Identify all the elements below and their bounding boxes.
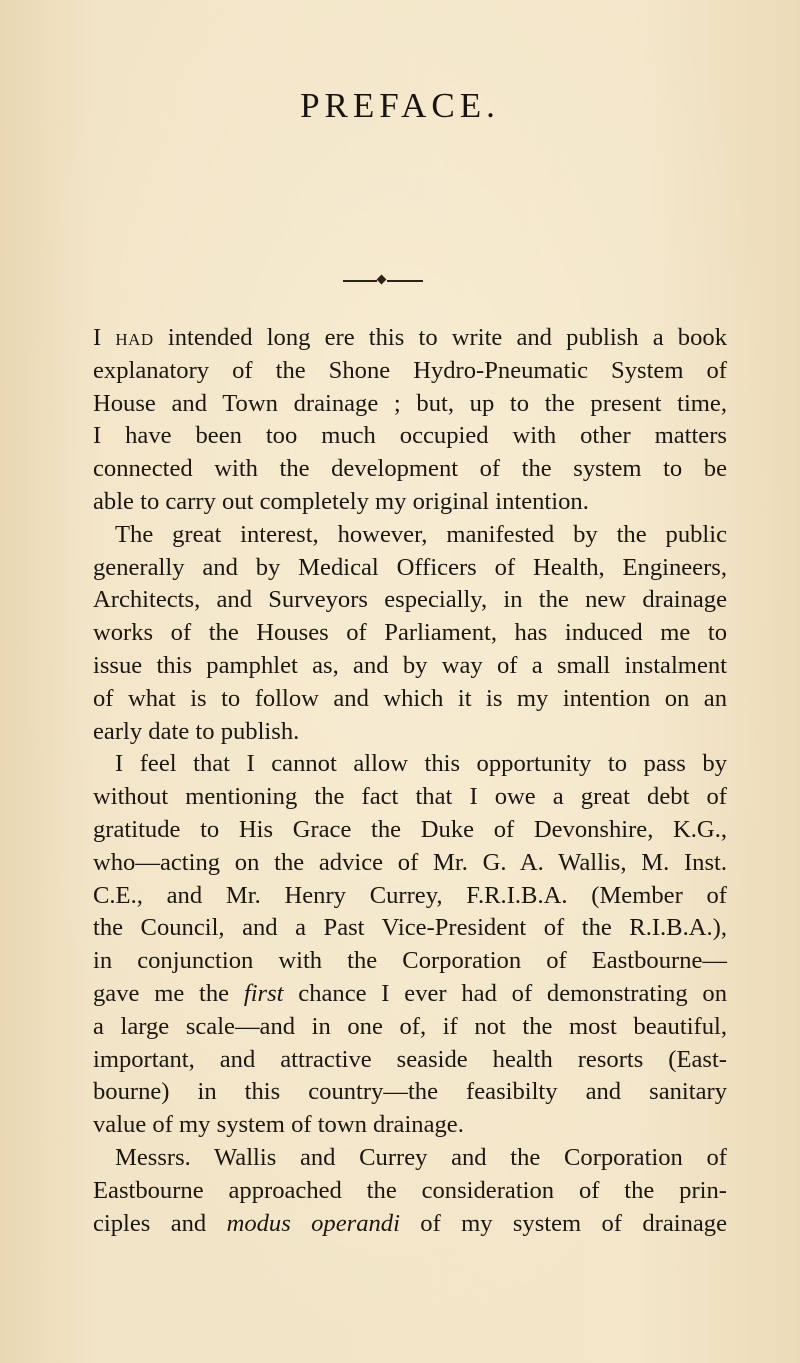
text-line: able to carry out completely my original intention. — [93, 487, 589, 515]
text-line: The great interest, however, manifested by the public — [115, 520, 727, 548]
preface-body — [93, 322, 727, 1240]
page-title: PREFACE. — [300, 86, 500, 125]
text-line: issue this pamphlet as, and by way of a small instalment — [93, 651, 727, 679]
diamond-icon — [377, 275, 387, 285]
ornament-line-left — [343, 280, 377, 282]
text-line: C.E., and Mr. Henry Currey, F.R.I.B.A. (Member of — [93, 881, 727, 909]
text-line: I feel that I cannot allow this opportunity to pass by — [115, 750, 727, 778]
text-line: value of my system of town drainage. — [93, 1111, 464, 1139]
ornament-line-right — [387, 280, 423, 282]
text-line: House and Town drainage ; but, up to the present time, — [93, 389, 727, 417]
text-line: explanatory of the Shone Hydro-Pneumatic System of — [93, 356, 727, 384]
text-line: who—acting on the advice of Mr. G. A. Wallis, M. Inst. — [93, 848, 727, 876]
text-line: without mentioning the fact that I owe a great debt of — [93, 783, 727, 811]
italic-emphasis: first — [243, 979, 284, 1007]
text-line: gave me the first chance I ever had of demonstrating on — [93, 979, 727, 1007]
text-line: works of the Houses of Parliament, has induced me to — [93, 619, 727, 647]
text-line: in conjunction with the Corporation of Eastbourne— — [93, 947, 727, 975]
text-line: a large scale—and in one of, if not the most beautiful, — [93, 1012, 727, 1040]
text-line: Messrs. Wallis and Currey and the Corporation of — [115, 1143, 727, 1171]
smallcaps-word: had — [115, 324, 154, 351]
text-line: of what is to follow and which it is my intention on an — [93, 684, 727, 712]
text-line: connected with the development of the system to be — [93, 455, 727, 483]
text-line: I had intended long ere this to write and publish a book — [93, 324, 727, 351]
text-line: Architects, and Surveyors especially, in the new drainage — [93, 586, 727, 614]
text-line: generally and by Medical Officers of Health, Engineers, — [93, 553, 727, 581]
divider-ornament — [343, 276, 423, 286]
text-line: important, and attractive seaside health resorts (East- — [93, 1045, 727, 1073]
text-line: bourne) in this country—the feasibilty and sanitary — [93, 1078, 727, 1106]
text-line: early date to publish. — [93, 717, 300, 745]
italic-emphasis: modus operandi — [226, 1209, 400, 1237]
text-line: gratitude to His Grace the Duke of Devonshire, K.G., — [93, 815, 727, 843]
text-line: Eastbourne approached the consideration of the prin- — [93, 1176, 727, 1204]
text-line: ciples and modus operandi of my system of drainage — [93, 1209, 727, 1237]
text-line: the Council, and a Past Vice-President of the R.I.B.A.), — [93, 914, 727, 942]
dropcap: I — [93, 324, 102, 351]
text-line: I have been too much occupied with other matters — [93, 422, 727, 450]
